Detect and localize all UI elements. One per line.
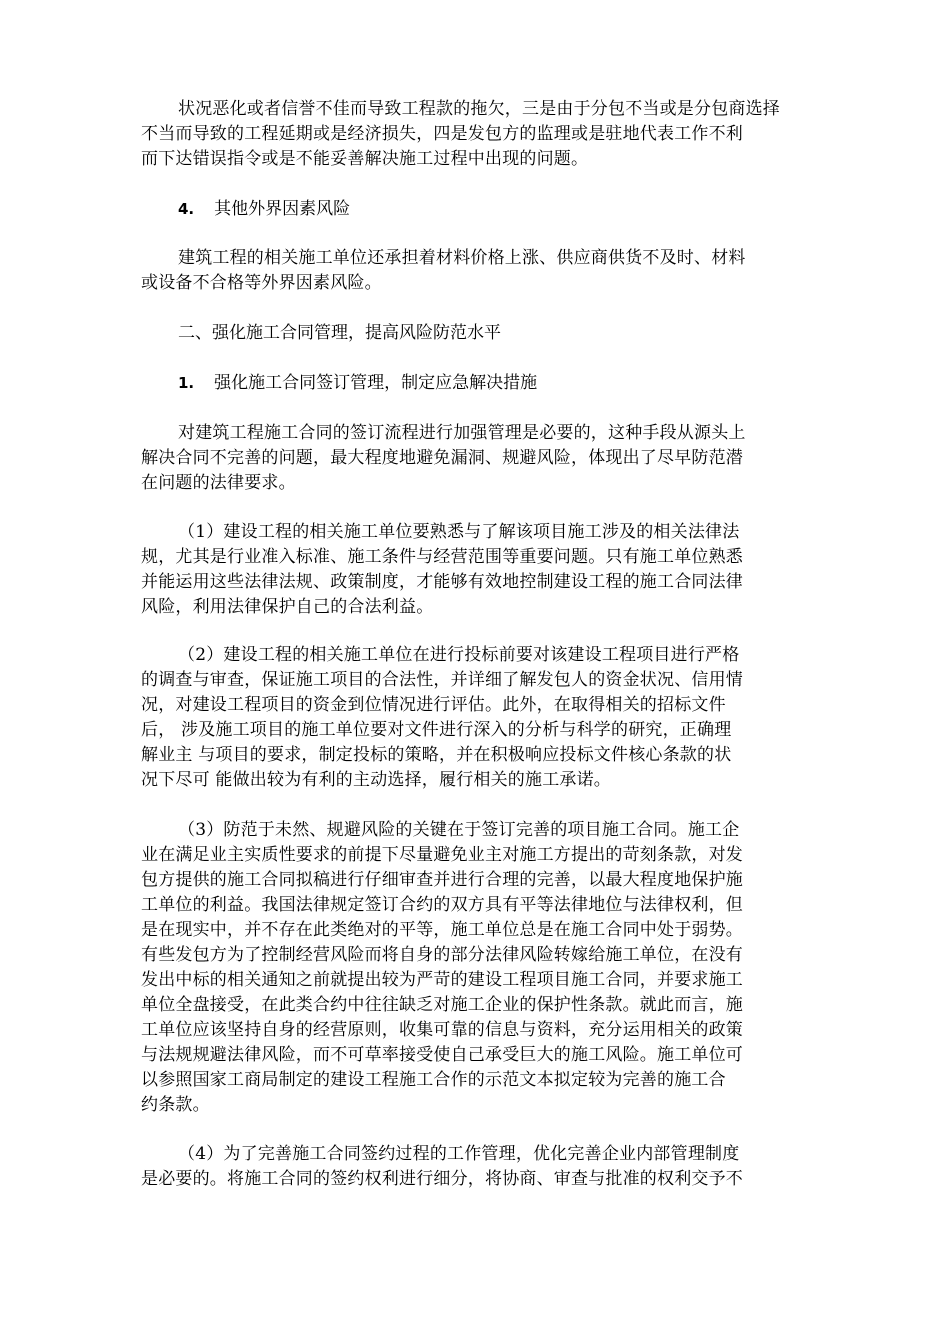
text-line: 况，对建设工程项目的资金到位情况进行评估。此外，在取得相关的招标文件	[141, 695, 726, 715]
text-line: 单位全盘接受，在此类合约中往往缺乏对施工企业的保护性条款。就此而言，施	[141, 995, 743, 1015]
text-line: 状况恶化或者信誉不佳而导致工程款的拖欠，三是由于分包不当或是分包商选择	[178, 99, 780, 119]
text-line: 或设备不合格等外界因素风险。	[141, 273, 382, 293]
paragraph-item-4	[141, 1142, 817, 1192]
text-line: 解决合同不完善的问题，最大程度地避免漏洞、规避风险，体现出了尽早防范潜	[141, 448, 743, 468]
heading-section-two	[178, 321, 501, 346]
text-line: 在问题的法律要求。	[141, 473, 296, 493]
text-line: 约条款。	[141, 1095, 210, 1115]
text-line: （3）防范于未然、规避风险的关键在于签订完善的项目施工合同。施工企	[178, 820, 740, 840]
text-line: 有些发包方为了控制经营风险而将自身的部分法律风险转嫁给施工单位，在没有	[141, 945, 743, 965]
paragraph-risk-continuation	[141, 97, 817, 172]
text-line: 以参照国家工商局制定的建设工程施工合作的示范文本拟定较为完善的施工合	[141, 1070, 726, 1090]
paragraph-item-3	[141, 818, 817, 1118]
text-line: 建筑工程的相关施工单位还承担着材料价格上涨、供应商供货不及时、材料	[178, 248, 746, 268]
heading-text: 强化施工合同签订管理，制定应急解决措施	[214, 373, 538, 393]
text-line: 的调查与审查，保证施工项目的合法性，并详细了解发包人的资金状况、信用情	[141, 670, 743, 690]
paragraph-item-2	[141, 643, 817, 793]
text-line: 解业主 与项目的要求，制定投标的策略，并在积极响应投标文件核心条款的状	[141, 745, 732, 765]
text-line: 而下达错误指令或是不能妥善解决施工过程中出现的问题。	[141, 149, 589, 169]
heading-text: 其他外界因素风险	[214, 199, 351, 219]
text-line: 工单位应该坚持自身的经营原则，收集可靠的信息与资料，充分运用相关的政策	[141, 1020, 743, 1040]
text-line: 是在现实中，并不存在此类绝对的平等，施工单位总是在施工合同中处于弱势。	[141, 920, 743, 940]
heading-number: 4.	[178, 200, 195, 218]
text-line: 与法规规避法律风险，而不可草率接受使自己承受巨大的施工风险。施工单位可	[141, 1045, 743, 1065]
text-line: （1）建设工程的相关施工单位要熟悉与了解该项目施工涉及的相关法律法	[178, 522, 740, 542]
heading-other-external-risks	[178, 197, 350, 222]
heading-contract-signing	[178, 371, 537, 396]
text-line: 风险，利用法律保护自己的合法利益。	[141, 597, 434, 617]
paragraph-external-risks	[141, 246, 817, 296]
text-line: 并能运用这些法律法规、政策制度，才能够有效地控制建设工程的施工合同法律	[141, 572, 743, 592]
paragraph-item-1	[141, 520, 817, 620]
text-line: （2）建设工程的相关施工单位在进行投标前要对该建设工程项目进行严格	[178, 645, 740, 665]
heading-number: 1.	[178, 374, 195, 392]
text-line: 规，尤其是行业准入标准、施工条件与经营范围等重要问题。只有施工单位熟悉	[141, 547, 743, 567]
text-line: 后， 涉及施工项目的施工单位要对文件进行深入的分析与科学的研究，正确理	[141, 720, 732, 740]
text-line: （4）为了完善施工合同签约过程的工作管理，优化完善企业内部管理制度	[178, 1144, 740, 1164]
text-line: 对建筑工程施工合同的签订流程进行加强管理是必要的，这种手段从源头上	[178, 423, 746, 443]
text-line: 况下尽可 能做出较为有利的主动选择，履行相关的施工承诺。	[141, 770, 612, 790]
paragraph-signing-management	[141, 421, 817, 496]
text-line: 不当而导致的工程延期或是经济损失，四是发包方的监理或是驻地代表工作不利	[141, 124, 743, 144]
section-heading-text: 二、强化施工合同管理，提高风险防范水平	[178, 323, 501, 343]
text-line: 发出中标的相关通知之前就提出较为严苛的建设工程项目施工合同，并要求施工	[141, 970, 743, 990]
text-line: 是必要的。将施工合同的签约权利进行细分，将协商、审查与批准的权利交予不	[141, 1169, 743, 1189]
text-line: 包方提供的施工合同拟稿进行仔细审查并进行合理的完善，以最大程度地保护施	[141, 870, 743, 890]
text-line: 工单位的利益。我国法律规定签订合约的双方具有平等法律地位与法律权利，但	[141, 895, 743, 915]
text-line: 业在满足业主实质性要求的前提下尽量避免业主对施工方提出的苛刻条款，对发	[141, 845, 743, 865]
